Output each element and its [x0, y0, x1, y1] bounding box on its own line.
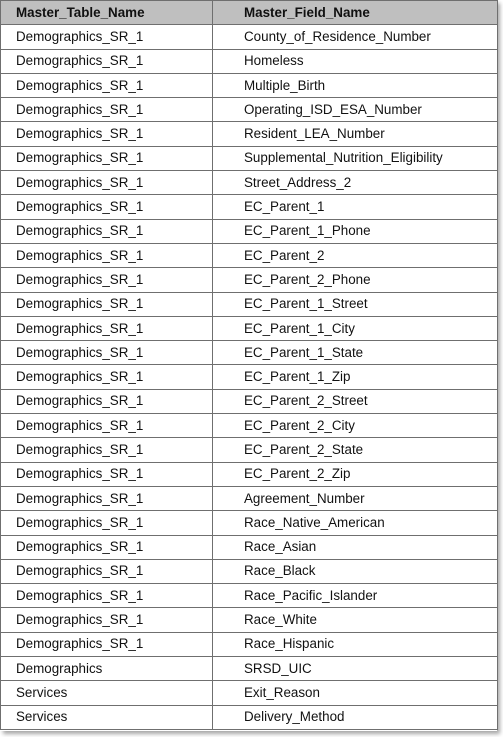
cell-master-field-name: Race_White [213, 608, 498, 632]
table-row [1, 657, 498, 681]
table-row [1, 365, 498, 389]
table-row [1, 608, 498, 632]
table-row [1, 316, 498, 340]
cell-master-field-name: Street_Address_2 [213, 171, 498, 195]
table-row [1, 292, 498, 316]
cell-master-field-name: Race_Native_American [213, 511, 498, 535]
table-row [1, 219, 498, 243]
cell-master-field-name: Operating_ISD_ESA_Number [213, 98, 498, 122]
cell-master-field-name: EC_Parent_2_Street [213, 389, 498, 413]
cell-master-field-name: Supplemental_Nutrition_Eligibility [213, 146, 498, 170]
cell-master-table-name: Demographics_SR_1 [1, 146, 213, 170]
header-master-table-name: Master_Table_Name [1, 1, 213, 25]
cell-master-field-name: Race_Black [213, 559, 498, 583]
table-row [1, 511, 498, 535]
table-row [1, 268, 498, 292]
cell-master-table-name: Demographics_SR_1 [1, 584, 213, 608]
cell-master-table-name: Demographics_SR_1 [1, 511, 213, 535]
table-row [1, 535, 498, 559]
cell-master-table-name: Demographics_SR_1 [1, 316, 213, 340]
cell-master-table-name: Demographics_SR_1 [1, 462, 213, 486]
cell-master-field-name: EC_Parent_2_Phone [213, 268, 498, 292]
cell-master-table-name: Demographics [1, 657, 213, 681]
cell-master-table-name: Demographics_SR_1 [1, 171, 213, 195]
cell-master-table-name: Demographics_SR_1 [1, 73, 213, 97]
cell-master-field-name: EC_Parent_1_Street [213, 292, 498, 316]
table-row [1, 438, 498, 462]
cell-master-field-name: Resident_LEA_Number [213, 122, 498, 146]
table-row [1, 341, 498, 365]
cell-master-table-name: Demographics_SR_1 [1, 438, 213, 462]
cell-master-field-name: County_of_Residence_Number [213, 25, 498, 49]
table-row [1, 389, 498, 413]
table-row [1, 705, 498, 729]
cell-master-table-name: Demographics_SR_1 [1, 389, 213, 413]
cell-master-table-name: Demographics_SR_1 [1, 365, 213, 389]
cell-master-field-name: EC_Parent_2_State [213, 438, 498, 462]
table-row [1, 414, 498, 438]
cell-master-table-name: Demographics_SR_1 [1, 632, 213, 656]
table-row [1, 243, 498, 267]
cell-master-table-name: Demographics_SR_1 [1, 535, 213, 559]
cell-master-field-name: EC_Parent_2 [213, 243, 498, 267]
cell-master-field-name: EC_Parent_2_City [213, 414, 498, 438]
table-row [1, 25, 498, 49]
table-row [1, 122, 498, 146]
cell-master-table-name: Demographics_SR_1 [1, 98, 213, 122]
cell-master-field-name: EC_Parent_1_Zip [213, 365, 498, 389]
cell-master-table-name: Demographics_SR_1 [1, 559, 213, 583]
table-row [1, 462, 498, 486]
cell-master-table-name: Demographics_SR_1 [1, 49, 213, 73]
cell-master-table-name: Demographics_SR_1 [1, 292, 213, 316]
cell-master-table-name: Services [1, 681, 213, 705]
cell-master-table-name: Demographics_SR_1 [1, 219, 213, 243]
cell-master-field-name: Multiple_Birth [213, 73, 498, 97]
header-row [1, 1, 498, 25]
table-row [1, 171, 498, 195]
cell-master-field-name: Homeless [213, 49, 498, 73]
table-row [1, 73, 498, 97]
cell-master-table-name: Services [1, 705, 213, 729]
table-row [1, 49, 498, 73]
cell-master-field-name: Exit_Reason [213, 681, 498, 705]
cell-master-table-name: Demographics_SR_1 [1, 195, 213, 219]
table-body [1, 25, 498, 730]
cell-master-field-name: EC_Parent_2_Zip [213, 462, 498, 486]
cell-master-table-name: Demographics_SR_1 [1, 608, 213, 632]
cell-master-field-name: EC_Parent_1_City [213, 316, 498, 340]
table-row [1, 486, 498, 510]
cell-master-table-name: Demographics_SR_1 [1, 122, 213, 146]
table-row [1, 632, 498, 656]
table-row [1, 195, 498, 219]
cell-master-field-name: Race_Hispanic [213, 632, 498, 656]
cell-master-table-name: Demographics_SR_1 [1, 243, 213, 267]
cell-master-field-name: SRSD_UIC [213, 657, 498, 681]
cell-master-table-name: Demographics_SR_1 [1, 25, 213, 49]
cell-master-table-name: Demographics_SR_1 [1, 341, 213, 365]
table-header [1, 1, 498, 25]
cell-master-field-name: Race_Pacific_Islander [213, 584, 498, 608]
cell-master-field-name: EC_Parent_1_Phone [213, 219, 498, 243]
cell-master-field-name: EC_Parent_1 [213, 195, 498, 219]
cell-master-field-name: Delivery_Method [213, 705, 498, 729]
table-row [1, 98, 498, 122]
cell-master-field-name: Agreement_Number [213, 486, 498, 510]
cell-master-table-name: Demographics_SR_1 [1, 414, 213, 438]
table-row [1, 681, 498, 705]
cell-master-field-name: Race_Asian [213, 535, 498, 559]
cell-master-field-name: EC_Parent_1_State [213, 341, 498, 365]
cell-master-table-name: Demographics_SR_1 [1, 268, 213, 292]
table-row [1, 146, 498, 170]
table-row [1, 584, 498, 608]
cell-master-table-name: Demographics_SR_1 [1, 486, 213, 510]
header-master-field-name: Master_Field_Name [213, 1, 498, 25]
table-row [1, 559, 498, 583]
